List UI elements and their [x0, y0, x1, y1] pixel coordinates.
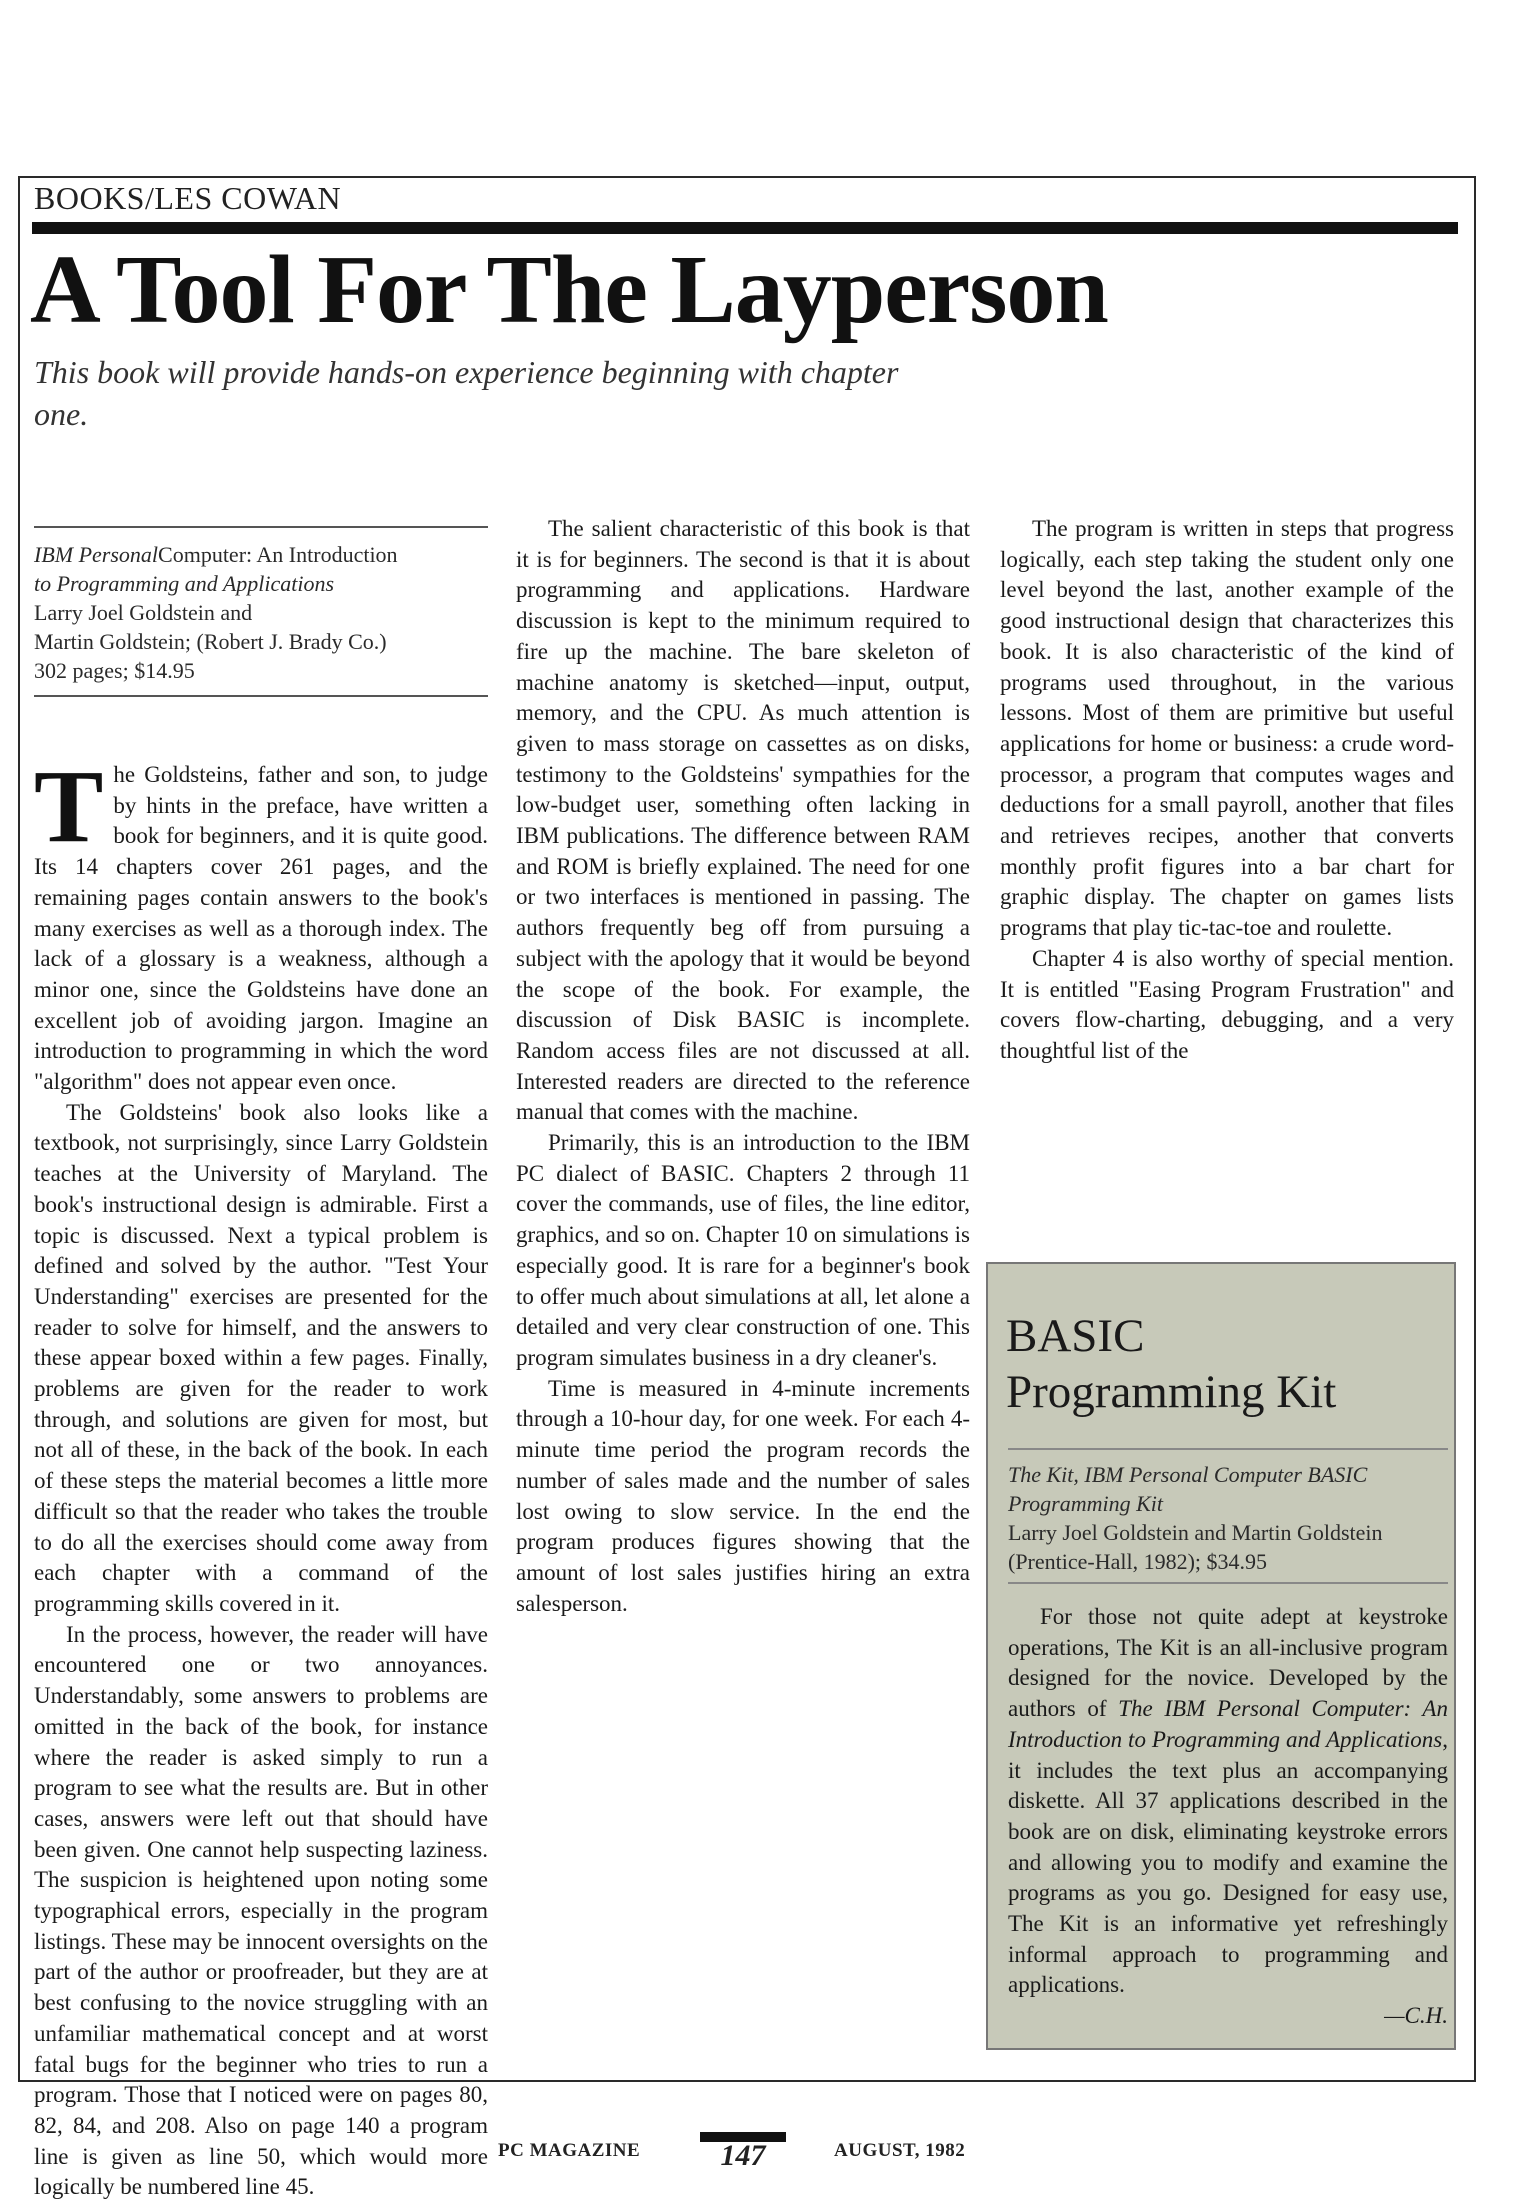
- column-3: [1000, 514, 1454, 1067]
- sidebar-title: BASIC Programming Kit: [1006, 1310, 1337, 1418]
- sidebar-box: [986, 1262, 1456, 2050]
- footer-page-number: 147: [700, 2132, 786, 2170]
- headline: A Tool For The Layperson: [30, 236, 1108, 344]
- section-label: BOOKS/LES COWAN: [34, 180, 342, 216]
- book-authors-1: Larry Joel Goldstein and: [34, 600, 253, 625]
- column-2: [516, 514, 970, 1619]
- paragraph: Primarily, this is an introduction to the IBM PC dialect of BASIC. Chapters 2 through 11 cover the commands, use of files, the line editor, graphics, and so on. Chapter 10 on simulations is especially good. It is rare for a beginner's book to offer much about simulations at all, let alone a detailed and very clear construction of one. This program simulates business in a dry cleaner's.: [516, 1130, 970, 1370]
- deck: This book will provide hands-on experience beginning with chapter one.: [34, 354, 899, 432]
- paragraph: Time is measured in 4-minute increments through a 10-hour day, for one week. For each 4-minute time period the program records the number of sales made and the number of sales lost owing to slow service. In the end the program produces figures showing that the amount of lost sales justifies hiring an extra salesperson.: [516, 1375, 970, 1616]
- book-title-part: IBM Personal: [34, 542, 159, 567]
- sidebar-info: The Kit, IBM Personal Computer BASIC Programming Kit Larry Joel Goldstein and Martin Goldstein (Prentice-Hall, 1982); $34.95: [1008, 1462, 1383, 1574]
- paragraph: Chapter 4 is also worthy of special mention. It is entitled "Easing Program Frustration" and covers flow-charting, debugging, and a very thoughtful list of the: [1000, 945, 1454, 1063]
- footer-magazine: PC MAGAZINE: [498, 2140, 641, 2161]
- drop-cap: T: [34, 749, 104, 864]
- sidebar-signature: —C.H.: [1384, 2003, 1448, 2029]
- book-authors-2: Martin Goldstein; (Robert J. Brady Co.): [34, 629, 387, 654]
- book-subtitle: to Programming and Applications: [34, 571, 335, 596]
- paragraph: The salient characteristic of this book is that it is for beginners. The second is that it is about programming and applications. Hardware discussion is kept to the minimum required to fire up the machine. The bare skeleton of machine anatomy is sketched—input, output, memory, and the CPU. As much attention is given to mass storage on cassettes as on disks, testimony to the Goldsteins' sympathies for the low-budget user, something often lacking in IBM publications. The difference between RAM and ROM is briefly explained. The need for one or two interfaces is mentioned in passing. The authors frequently beg off from pursuing a subject with the apology that it would be beyond the scope of the book. For example, the discussion of Disk BASIC is incomplete. Random access files are not discussed at all. Interested readers are directed to the reference manual that comes with the machine.: [516, 516, 970, 1125]
- book-info: [34, 526, 488, 697]
- paragraph: In the process, however, the reader will have encountered one or two annoyances. Understandably, some answers to problems are omitted in the back of the book, for instance where the reader is asked simply to run a program to see what the results are. But in other cases, answers were left out that should have been given. One cannot help suspecting laziness. The suspicion is heightened upon noting some typographical errors, especially in the program listings. These may be innocent oversights on the part of the author or proofreader, but they are at best confusing to the novice struggling with an unfamiliar mathematical concept and at worst fatal bugs for the beginner who tries to run a program. Those that I noticed were on pages 80, 82, 84, and 208. Also on page 140 a program line is given as line 50, which would more logically be numbered line 45.: [34, 1621, 488, 2200]
- book-pages-price: 302 pages; $14.95: [34, 658, 195, 683]
- header-rule: [32, 222, 1458, 234]
- paragraph: The Goldsteins, father and son, to judge by hints in the preface, have written a book for beginners, and it is quite good. Its 14 chapters cover 261 pages, and the remaining pages contain answers to the book's many exercises as well as a thorough index. The lack of a glossary is a weakness, although a minor one, since the Goldsteins have done an excellent job of avoiding jargon. Imagine an introduction to programming in which the word "algorithm" does not appear even once.: [34, 749, 488, 1095]
- sidebar-body: For those not quite adept at keystroke operations, The Kit is an all-inclusive program designed for the novice. Developed by the authors of The IBM Personal Computer: An Introduction to Programming and Applications, it includes the text plus an accompanying diskette. All 37 applications described in the book are on disk, eliminating keystroke errors and allowing you to modify and examine the programs as you go. Designed for easy use, The Kit is an informative yet refreshingly informal approach to programming and applications. —C.H.: [1008, 1602, 1448, 2032]
- book-title-rest: Computer: An Introduction: [158, 542, 398, 567]
- sidebar-rule: [1008, 1448, 1448, 1450]
- paragraph: The Goldsteins' book also looks like a textbook, not surprisingly, since Larry Goldstein teaches at the University of Maryland. The book's instructional design is admirable. First a topic is discussed. Next a typical problem is defined and solved by the author. "Test Your Understanding" exercises are presented for the reader to solve for himself, and the answers to these appear boxed within a few pages. Finally, problems are given for the reader to work through, and solutions are given for most, but not all of these, in the back of the book. In each of these steps the material becomes a little more difficult so that the reader who takes the trouble to do all the exercises should come away from each chapter with a command of the programming skills covered in it.: [34, 1099, 488, 1616]
- footer-date: AUGUST, 1982: [834, 2140, 966, 2161]
- column-1: [34, 749, 488, 2203]
- paragraph: The program is written in steps that progress logically, each step taking the student only one level beyond the last, another example of the good instructional design that characterizes this book. It is also characteristic of the kind of programs used throughout, in the various lessons. Most of them are primitive but useful applications for home or business: a crude word-processor, a program that computes wages and deductions for a small payroll, another that files and retrieves recipes, another that converts monthly profit figures into a bar chart for graphic display. The chapter on games lists programs that play tic-tac-toe and roulette.: [1000, 516, 1454, 941]
- sidebar-rule: [1008, 1582, 1448, 1584]
